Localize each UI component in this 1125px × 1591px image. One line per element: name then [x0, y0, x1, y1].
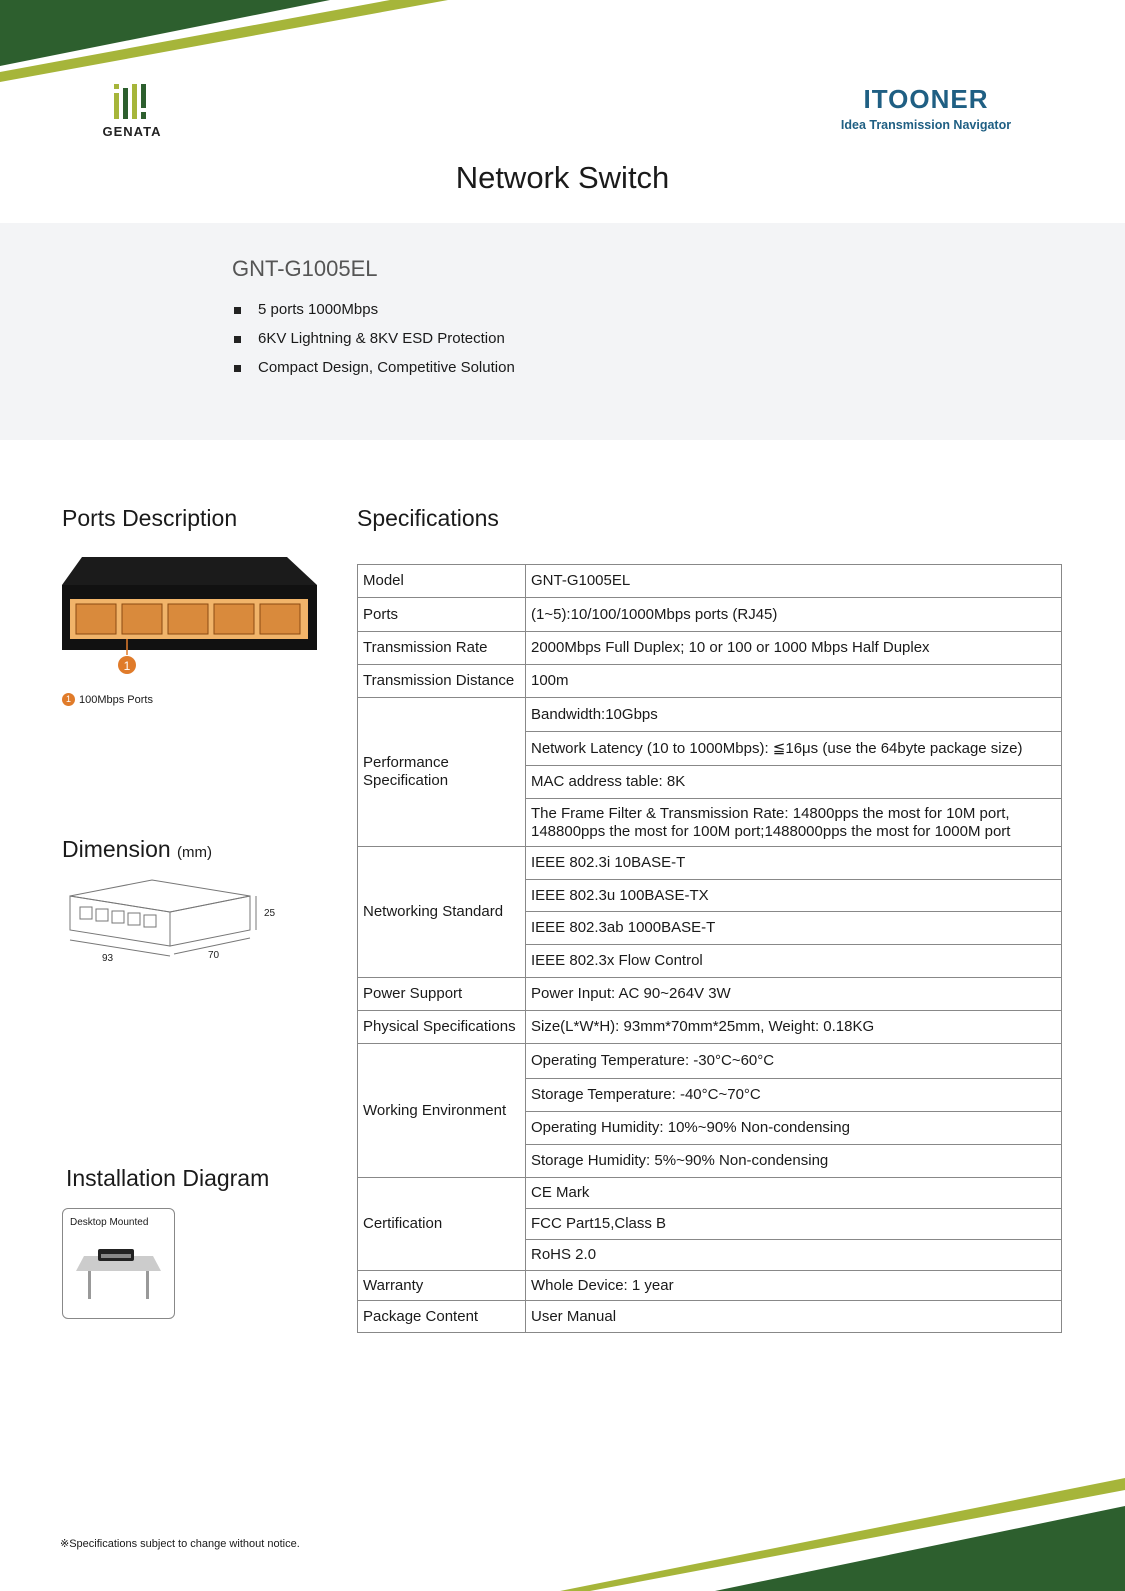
spec-value: The Frame Filter & Transmission Rate: 14800pps the most for 10M port, 148800pps the most for 100M port;1488000pps the most for 1000M port [526, 799, 1062, 847]
model-name: GNT-G1005EL [232, 256, 378, 281]
dimension-title: Dimension (mm) [62, 836, 213, 862]
top-left-decoration [0, 0, 460, 100]
spec-value: GNT-G1005EL [526, 565, 1062, 598]
spec-key: Physical Specifications [358, 1011, 526, 1044]
table-row [358, 1301, 1062, 1333]
bullet-square-icon [234, 307, 241, 314]
spec-value: IEEE 802.3x Flow Control [526, 945, 1062, 978]
spec-value: MAC address table: 8K [526, 766, 1062, 799]
spec-value: Storage Temperature: -40°C~70°C [526, 1079, 1062, 1112]
table-row [358, 565, 1062, 598]
dimension-width: 70 [208, 950, 220, 961]
table-row [358, 1271, 1062, 1301]
specifications-table [357, 564, 1062, 1333]
genata-logo-mark [100, 84, 170, 122]
spec-key: Power Support [358, 978, 526, 1011]
port-legend [62, 693, 153, 706]
itooner-tagline: Idea Transmission Navigator [840, 118, 1012, 132]
specifications-title: Specifications [357, 505, 499, 531]
spec-key: Working Environment [358, 1044, 526, 1178]
switch-front-image [62, 555, 322, 685]
spec-value: Operating Humidity: 10%~90% Non-condensing [526, 1112, 1062, 1145]
spec-key: Ports [358, 598, 526, 632]
install-label: Desktop Mounted [70, 1217, 149, 1228]
spec-value: RoHS 2.0 [526, 1240, 1062, 1271]
port-legend-label: 100Mbps Ports [79, 693, 153, 706]
table-row [358, 1011, 1062, 1044]
dimension-length: 93 [102, 953, 114, 964]
table-row [358, 978, 1062, 1011]
bottom-right-decoration [560, 1470, 1125, 1591]
spec-value: FCC Part15,Class B [526, 1209, 1062, 1240]
spec-value: Operating Temperature: -30°C~60°C [526, 1044, 1062, 1079]
install-card [62, 1208, 175, 1319]
port-callout-badge: 1 [123, 659, 131, 673]
spec-value: Whole Device: 1 year [526, 1271, 1062, 1301]
installation-title: Installation Diagram [66, 1165, 270, 1191]
page-title: Network Switch [455, 160, 670, 195]
genata-logo-text: GENATA [102, 124, 162, 139]
spec-value: 100m [526, 665, 1062, 698]
feature-item: 6KV Lightning & 8KV ESD Protection [232, 329, 515, 358]
itooner-logo-text: ITOONER [863, 84, 989, 114]
spec-key: Performance Specification [358, 698, 526, 847]
spec-key: Model [358, 565, 526, 598]
summary-band [0, 223, 1125, 440]
bullet-square-icon [234, 336, 241, 343]
spec-value: IEEE 802.3ab 1000BASE-T [526, 912, 1062, 945]
ports-description-title: Ports Description [62, 505, 238, 531]
table-row [358, 1044, 1062, 1079]
table-row [358, 632, 1062, 665]
bullet-square-icon [234, 365, 241, 372]
dimension-unit: (mm) [177, 844, 213, 861]
port-legend-badge: 1 [62, 693, 75, 706]
spec-key: Transmission Distance [358, 665, 526, 698]
spec-value: Bandwidth:10Gbps [526, 698, 1062, 732]
desktop-mount-illustration [71, 1249, 166, 1309]
table-row [358, 665, 1062, 698]
table-row [358, 598, 1062, 632]
genata-logo [100, 84, 170, 140]
dimension-drawing [62, 878, 292, 970]
spec-key: Certification [358, 1178, 526, 1271]
feature-item: 5 ports 1000Mbps [232, 300, 515, 329]
spec-value: User Manual [526, 1301, 1062, 1333]
spec-value: Network Latency (10 to 1000Mbps): ≦16μs (use the 64byte package size) [526, 732, 1062, 766]
spec-value: Size(L*W*H): 93mm*70mm*25mm, Weight: 0.18KG [526, 1011, 1062, 1044]
spec-value: CE Mark [526, 1178, 1062, 1209]
spec-value: Storage Humidity: 5%~90% Non-condensing [526, 1145, 1062, 1178]
table-row [358, 847, 1062, 880]
dimension-height: 25 [264, 908, 276, 919]
spec-key: Networking Standard [358, 847, 526, 978]
spec-value: IEEE 802.3i 10BASE-T [526, 847, 1062, 880]
spec-value: (1~5):10/100/1000Mbps ports (RJ45) [526, 598, 1062, 632]
spec-value: Power Input: AC 90~264V 3W [526, 978, 1062, 1011]
spec-key: Warranty [358, 1271, 526, 1301]
spec-value: 2000Mbps Full Duplex; 10 or 100 or 1000 Mbps Half Duplex [526, 632, 1062, 665]
table-row [358, 1178, 1062, 1209]
spec-value: IEEE 802.3u 100BASE-TX [526, 880, 1062, 912]
feature-item: Compact Design, Competitive Solution [232, 358, 515, 387]
footnote: ※Specifications subject to change without notice. [60, 1538, 300, 1550]
itooner-logo [836, 84, 1026, 134]
spec-key: Transmission Rate [358, 632, 526, 665]
feature-list [232, 300, 515, 387]
table-row [358, 698, 1062, 732]
spec-key: Package Content [358, 1301, 526, 1333]
